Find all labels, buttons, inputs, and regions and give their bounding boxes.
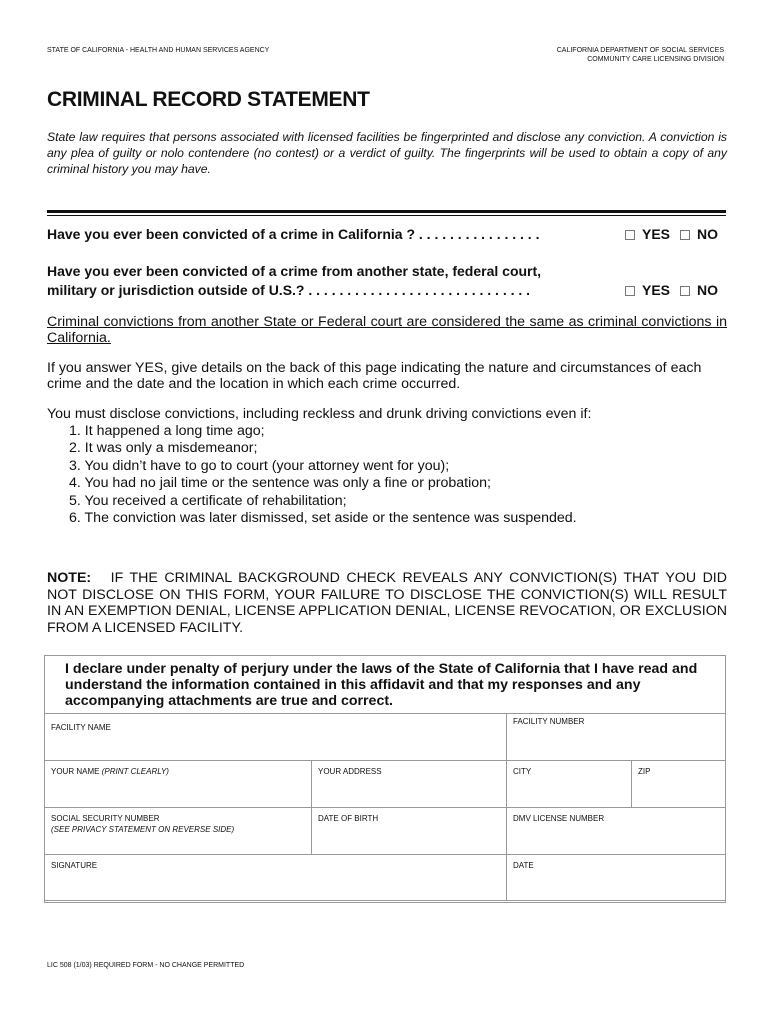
dmv-license-field[interactable] bbox=[506, 808, 725, 854]
question-text: military or jurisdiction outside of U.S.? . . . . . . . . . . . . . . . . . . . . . . . . . . . . . bbox=[47, 282, 531, 298]
list-item: 6. The conviction was later dismissed, set aside or the sentence was suspended. bbox=[69, 510, 577, 527]
list-item: 3. You didn’t have to go to court (your attorney went for you); bbox=[69, 457, 450, 474]
address-field[interactable] bbox=[311, 761, 506, 807]
disclose-intro: You must disclose convictions, including reckless and drunk driving convictions even if: bbox=[47, 406, 592, 422]
question-california bbox=[47, 225, 726, 244]
facility-number-field[interactable] bbox=[506, 714, 725, 760]
warning-note bbox=[47, 570, 727, 636]
checkbox-icon bbox=[625, 286, 635, 296]
field-label: SOCIAL SECURITY NUMBER bbox=[51, 814, 160, 823]
divider bbox=[47, 215, 726, 216]
your-name-field[interactable] bbox=[45, 761, 311, 807]
intro-text: State law requires that persons associated with licensed facilities be fingerprinted and disclose any conviction. A conviction is any plea of guilty or nolo contendere (no contest) or a verdict of guilty. The fingerprints will be used to obtain a copy of any criminal history you may have. bbox=[47, 130, 727, 176]
question-text: Have you ever been convicted of a crime in California ? . . . . . . . . . . . . . . . . bbox=[47, 226, 540, 242]
field-label: YOUR NAME bbox=[51, 767, 100, 776]
yes-checkbox[interactable] bbox=[625, 225, 670, 244]
affidavit-form bbox=[44, 655, 726, 903]
divider bbox=[47, 210, 726, 213]
form-footer: LIC 508 (1/03) REQUIRED FORM - NO CHANGE PERMITTED bbox=[47, 962, 245, 969]
field-note: (SEE PRIVACY STATEMENT ON REVERSE SIDE) bbox=[51, 825, 235, 834]
department-header bbox=[557, 46, 724, 64]
question-out-of-state bbox=[47, 262, 726, 300]
yes-label: YES bbox=[641, 226, 670, 242]
field-label: FACILITY NAME bbox=[51, 723, 111, 732]
yes-checkbox[interactable] bbox=[625, 281, 670, 300]
signature-field[interactable] bbox=[45, 855, 506, 900]
field-label: ZIP bbox=[638, 767, 651, 776]
checkbox-icon bbox=[625, 230, 635, 240]
field-note: (PRINT CLEARLY) bbox=[101, 767, 169, 776]
note-label: NOTE: bbox=[47, 570, 92, 586]
field-label: FACILITY NUMBER bbox=[513, 717, 585, 726]
no-checkbox[interactable] bbox=[680, 225, 718, 244]
field-label: DATE OF BIRTH bbox=[318, 814, 379, 823]
field-label: CITY bbox=[513, 767, 532, 776]
field-label: SIGNATURE bbox=[51, 861, 98, 870]
note-text: IF THE CRIMINAL BACKGROUND CHECK REVEALS ANY CONVICTION(S) THAT YOU DID NOT DISCLOSE ON THIS FORM, YOUR FAILURE TO DISCLOSE THE CONVICTION(S) WILL RESULT IN AN EXEMPTION DENIAL, LICENSE APPLICATION DENIAL, LICENSE REVOCATION, OR EXCLUSION FROM A LICENSED FACILITY. bbox=[47, 570, 727, 636]
list-item: 2. It was only a misdemeanor; bbox=[69, 440, 258, 457]
page-title: CRIMINAL RECORD STATEMENT bbox=[47, 88, 370, 111]
question-text: Have you ever been convicted of a crime from another state, federal court, bbox=[47, 263, 542, 279]
list-item: 5. You received a certificate of rehabilitation; bbox=[69, 492, 347, 509]
no-checkbox[interactable] bbox=[680, 281, 718, 300]
field-label: DATE bbox=[513, 861, 534, 870]
ssn-field[interactable] bbox=[45, 808, 311, 854]
no-label: NO bbox=[697, 282, 718, 298]
dob-field[interactable] bbox=[311, 808, 506, 854]
city-field[interactable] bbox=[506, 761, 631, 807]
facility-name-field[interactable] bbox=[45, 714, 506, 760]
agency-header: STATE OF CALIFORNIA - HEALTH AND HUMAN SERVICES AGENCY bbox=[47, 47, 270, 54]
division-line: COMMUNITY CARE LICENSING DIVISION bbox=[587, 56, 724, 63]
disclose-section bbox=[47, 406, 727, 527]
yes-label: YES bbox=[641, 282, 670, 298]
department-line: CALIFORNIA DEPARTMENT OF SOCIAL SERVICES bbox=[556, 47, 724, 54]
same-treatment-note: Criminal convictions from another State or Federal court are considered the same as criminal convictions in California. bbox=[47, 314, 727, 346]
no-label: NO bbox=[697, 226, 718, 242]
checkbox-icon bbox=[680, 286, 690, 296]
checkbox-icon bbox=[680, 230, 690, 240]
field-label: DMV LICENSE NUMBER bbox=[513, 814, 605, 823]
list-item: 4. You had no jail time or the sentence was only a fine or probation; bbox=[69, 475, 491, 492]
date-field[interactable] bbox=[506, 855, 725, 900]
list-item: 1. It happened a long time ago; bbox=[69, 423, 265, 439]
zip-field[interactable] bbox=[631, 761, 725, 807]
declaration: I declare under penalty of perjury under the laws of the State of California that I have read and understand the information contained in this affidavit and that my responses and any accompanying attachments are true and correct. bbox=[65, 661, 698, 709]
field-label: YOUR ADDRESS bbox=[318, 767, 382, 776]
details-instructions: If you answer YES, give details on the back of this page indicating the nature and circumstances of each crime and the date and the location in which each crime occurred. bbox=[47, 360, 702, 392]
